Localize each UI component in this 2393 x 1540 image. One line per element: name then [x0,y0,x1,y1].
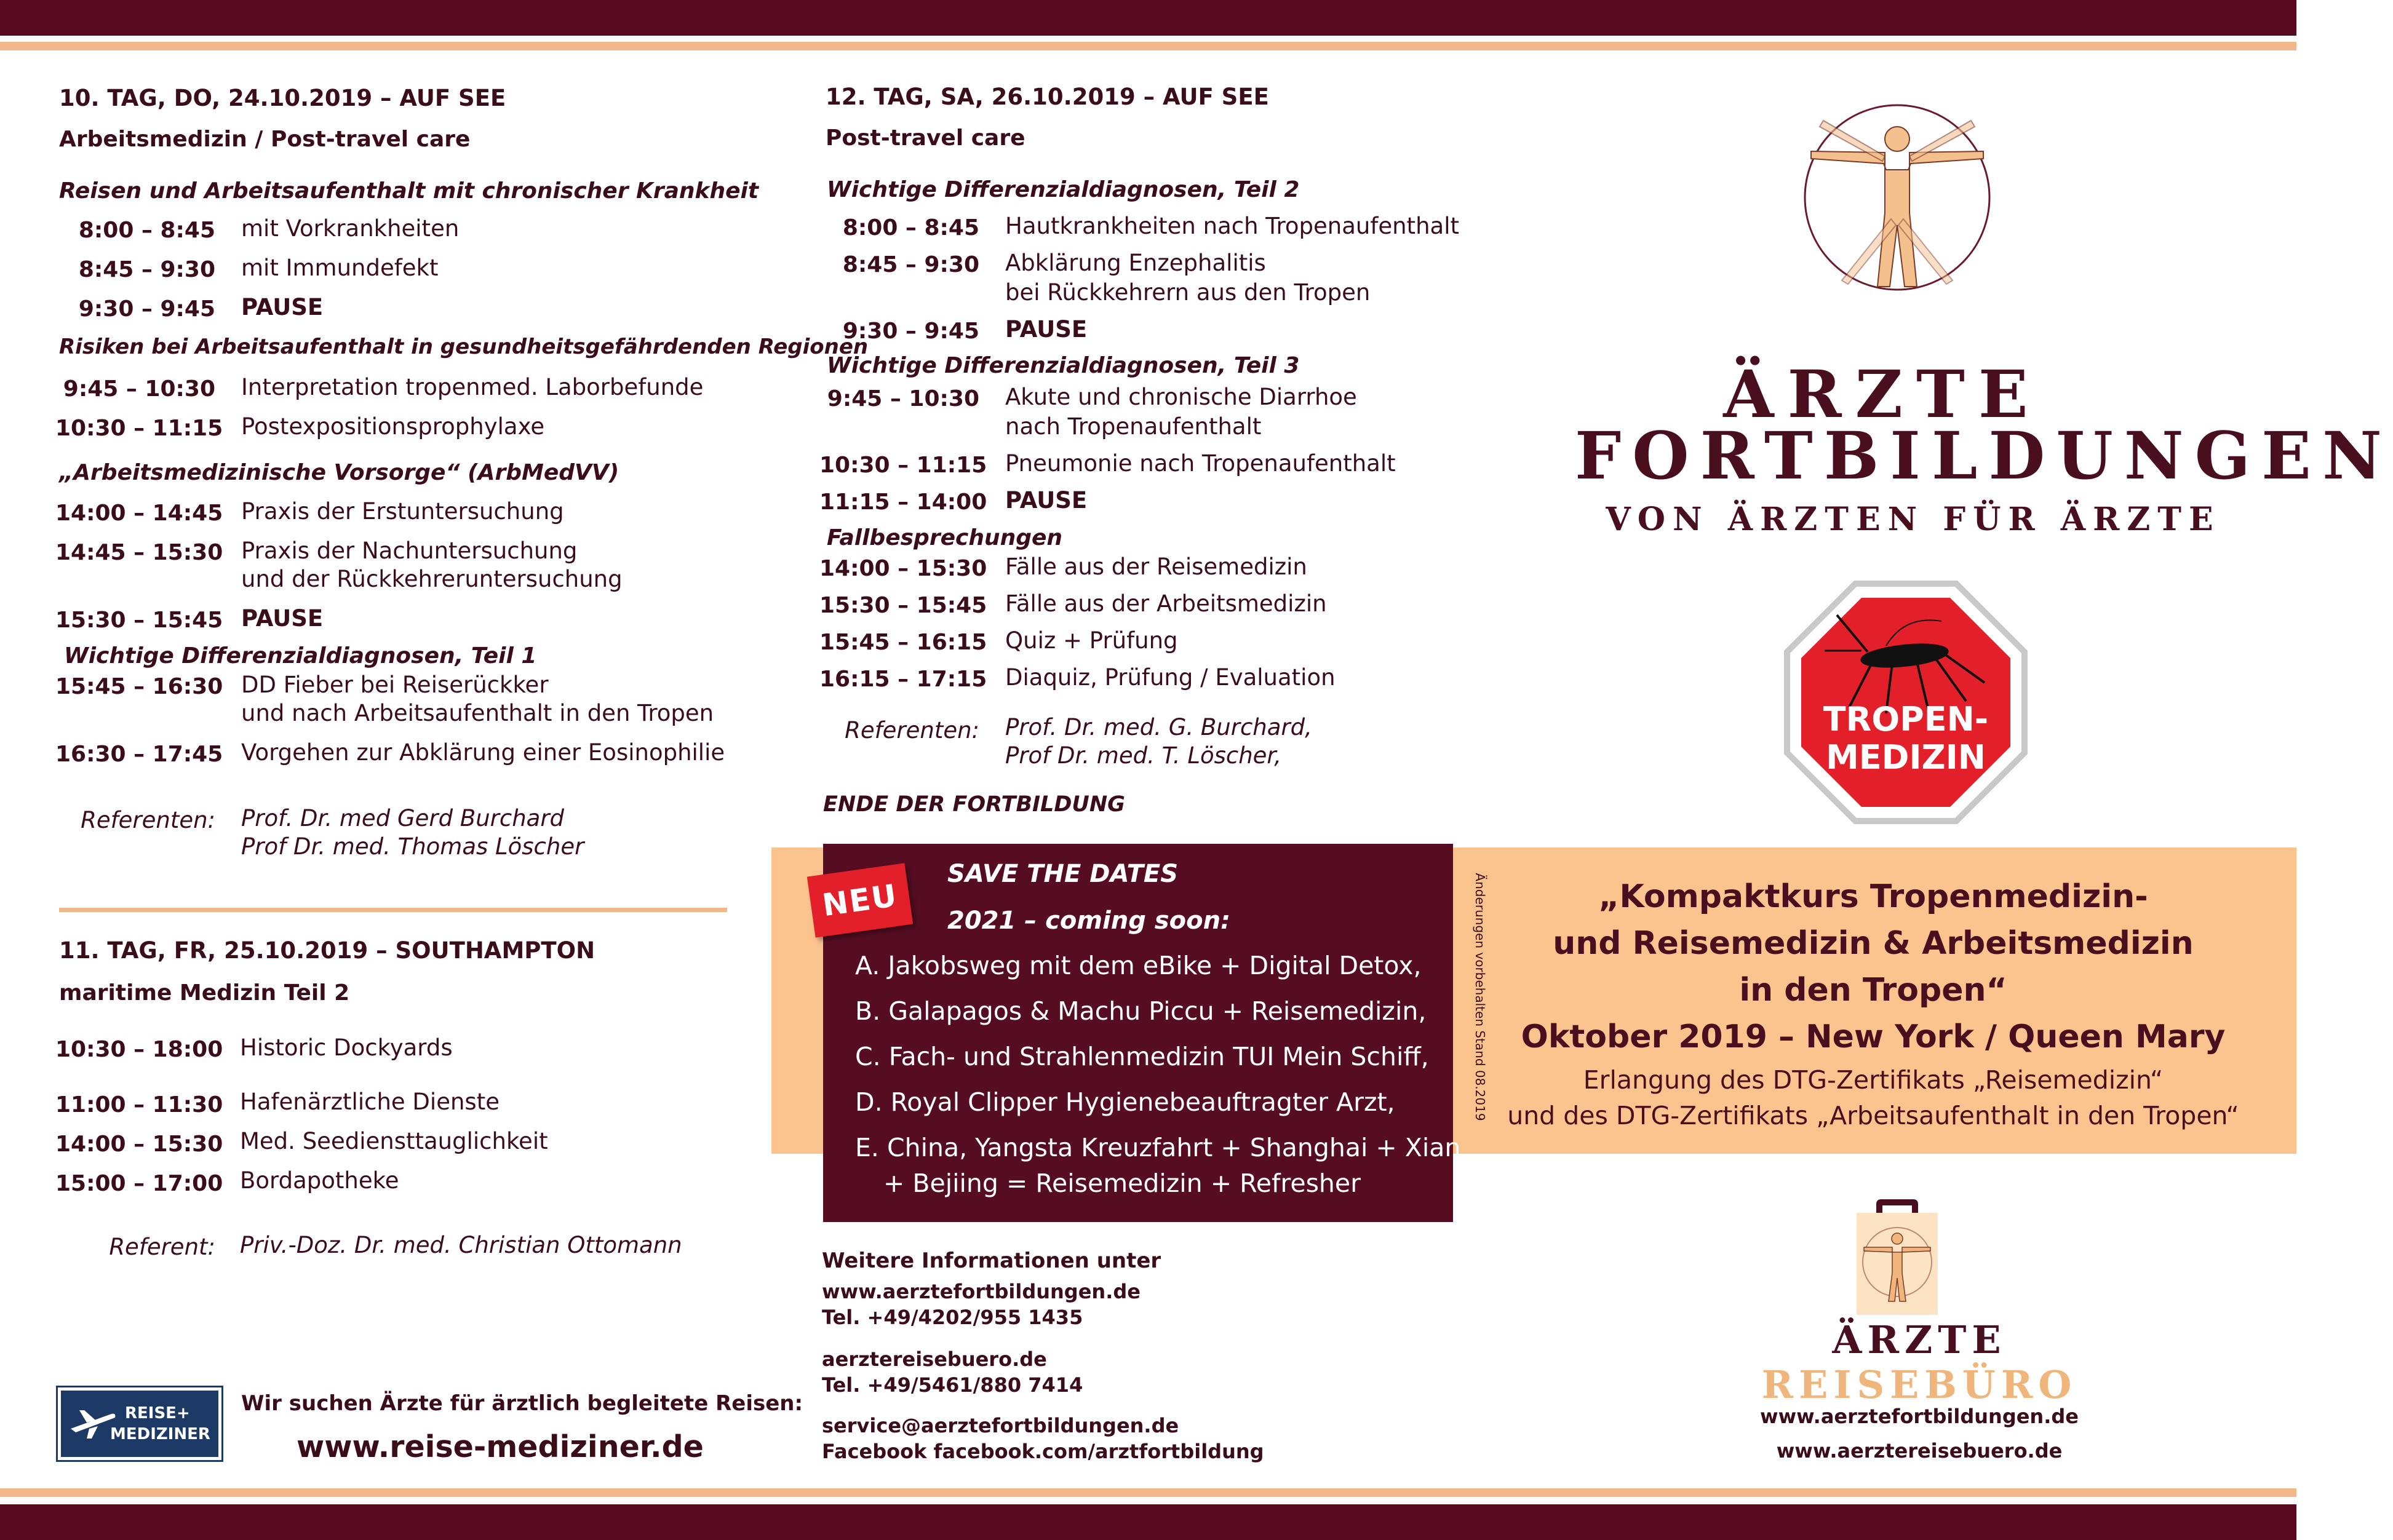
schedule-pause: PAUSE [241,294,324,320]
schedule-item: Fälle aus der Arbeitsmedizin [1005,590,1327,617]
save-the-dates-title: SAVE THE DATES [947,860,1179,888]
day10-section-title: Risiken bei Arbeitsaufenthalt in gesundheitsgefährdenden Regionen [59,335,869,359]
logo-line-2: MEDIZINER [110,1425,210,1443]
footer-url[interactable]: www.aerztefortbildungen.de [1760,1405,2079,1428]
schedule-item: Hafenärztliche Dienste [240,1089,500,1115]
info-link[interactable]: aerztereisebuero.de [822,1348,1047,1371]
sign-line-1: TROPEN- [1823,700,1989,739]
tropenmedizin-stop-sign [1782,578,2030,827]
course-title: in den Tropen“ [1739,972,2007,1009]
schedule-item: mit Immundefekt [241,255,439,281]
schedule-time: 11:15 – 14:00 [819,490,987,515]
referent-name: Prof. Dr. med Gerd Burchard [241,805,565,832]
brand-title-line1: ÄRZTE [1723,355,2042,432]
save-date-item: A. Jakobsweg mit dem eBike + Digital Detox, [855,951,1422,980]
schedule-item: und nach Arbeitsaufenthalt in den Tropen [241,700,714,726]
day12-section-title: Wichtige Differenzialdiagnosen, Teil 2 [827,177,1300,202]
info-phone: Tel. +49/4202/955 1435 [822,1306,1083,1329]
schedule-item: Hautkrankheiten nach Tropenaufenthalt [1005,213,1459,239]
schedule-item: Praxis der Nachuntersuchung [241,538,578,564]
day10-heading: 10. TAG, DO, 24.10.2019 – AUF SEE [59,85,506,111]
day11-subtitle: maritime Medizin Teil 2 [59,980,350,1006]
day12-subtitle: Post-travel care [826,125,1025,151]
day12-section-title: Fallbesprechungen [827,525,1063,550]
schedule-time: 14:00 – 15:30 [55,1132,223,1157]
schedule-time: 15:30 – 15:45 [819,593,987,618]
vitruvian-man-icon [1799,84,2002,317]
day10-section-title: „Arbeitsmedizinische Vorsorge“ (ArbMedVV) [59,460,619,485]
schedule-time: 9:30 – 9:45 [842,319,979,344]
schedule-item: Pneumonie nach Tropenaufenthalt [1005,450,1396,477]
day10-subtitle: Arbeitsmedizin / Post-travel care [59,127,471,152]
course-title: „Kompaktkurs Tropenmedizin- [1598,878,2148,915]
schedule-time: 9:45 – 10:30 [827,386,979,411]
schedule-item: Diaquiz, Prüfung / Evaluation [1005,664,1336,691]
save-date-item: D. Royal Clipper Hygienebeauftragter Arzt, [855,1087,1395,1117]
schedule-time: 15:00 – 17:00 [55,1171,223,1196]
brand-title-line2: FORTBILDUNGEN [1575,417,2393,494]
save-date-item: E. China, Yangsta Kreuzfahrt + Shanghai + Xian [855,1133,1461,1162]
recruit-text: Wir suchen Ärzte für ärztlich begleitete Reisen: [241,1391,803,1416]
course-date: Oktober 2019 – New York / Queen Mary [1521,1018,2226,1055]
schedule-time: 14:00 – 14:45 [55,501,223,526]
save-the-dates-box [823,844,1461,1222]
referenten-label: Referenten: [845,717,979,744]
schedule-time: 8:45 – 9:30 [78,257,215,282]
referent-name: Prof. Dr. med. G. Burchard, [1005,714,1312,740]
reisebuero-name-part1: ÄRZTE [1832,1317,2007,1362]
info-facebook[interactable]: Facebook facebook.com/arztfortbildung [822,1440,1264,1463]
schedule-item: Interpretation tropenmed. Laborbefunde [241,374,704,400]
schedule-time: 9:45 – 10:30 [63,376,215,402]
bottom-accent-line [0,1488,2296,1497]
reisebuero-name-part2: REISEBÜRO [1761,1362,2077,1407]
schedule-time: 8:00 – 8:45 [78,218,215,243]
schedule-pause: PAUSE [241,605,324,632]
referent-label: Referent: [109,1234,215,1260]
course-title: und Reisemedizin & Arbeitsmedizin [1553,925,2194,962]
info-link[interactable]: www.aerztefortbildungen.de [822,1280,1141,1303]
schedule-time: 8:00 – 8:45 [842,215,979,240]
schedule-item: bei Rückkehrern aus den Tropen [1005,279,1371,306]
day11-heading: 11. TAG, FR, 25.10.2019 – SOUTHAMPTON [59,937,595,964]
schedule-item: mit Vorkrankheiten [241,215,460,242]
referent-name: Prof Dr. med. Thomas Löscher [241,833,584,860]
course-cert: und des DTG-Zertifikats „Arbeitsaufenthalt in den Tropen“ [1507,1101,2239,1130]
info-phone: Tel. +49/5461/880 7414 [822,1373,1083,1397]
changes-note-text: Änderungen vorbehalten Stand 08.2019 [1473,873,1487,1121]
day12-section-title: Wichtige Differenzialdiagnosen, Teil 3 [827,353,1300,378]
info-title: Weitere Informationen unter [822,1248,1161,1273]
schedule-item: Bordapotheke [240,1167,399,1194]
referent-name: Prof Dr. med. T. Löscher, [1005,742,1281,769]
schedule-item: Historic Dockyards [240,1034,453,1061]
day10-section-title: Wichtige Differenzialdiagnosen, Teil 1 [64,643,537,669]
schedule-item: DD Fieber bei Reiserückker [241,672,549,698]
schedule-time: 16:15 – 17:15 [819,667,987,692]
new-badge-label: NEU [820,877,900,924]
schedule-time: 10:30 – 18:00 [55,1037,223,1062]
schedule-item: Akute und chronische Diarrhoe [1005,384,1357,410]
schedule-time: 14:00 – 15:30 [819,556,987,581]
schedule-pause: PAUSE [1005,316,1088,343]
course-cert: Erlangung des DTG-Zertifikats „Reisemedizin“ [1583,1065,2164,1095]
save-date-item: B. Galapagos & Machu Piccu + Reisemedizin, [855,996,1427,1026]
section-divider [59,908,727,912]
save-the-dates-subtitle: 2021 – coming soon: [947,907,1231,935]
schedule-time: 10:30 – 11:15 [819,453,987,478]
reisebuero-name [1686,1317,2153,1407]
info-email[interactable]: service@aerztefortbildungen.de [822,1414,1179,1437]
schedule-item: Praxis der Erstuntersuchung [241,498,564,525]
schedule-time: 16:30 – 17:45 [55,742,223,767]
referent-name: Priv.-Doz. Dr. med. Christian Ottomann [240,1232,682,1258]
schedule-time: 11:00 – 11:30 [55,1092,223,1117]
schedule-time: 10:30 – 11:15 [55,416,223,441]
referenten-label: Referenten: [81,807,215,833]
schedule-time: 9:30 – 9:45 [78,296,215,322]
schedule-item: Abklärung Enzephalitis [1005,250,1266,276]
top-border [0,0,2296,36]
reisebuero-logo-icon [1854,1196,1940,1319]
schedule-item: nach Tropenaufenthalt [1005,413,1262,440]
schedule-time: 15:45 – 16:15 [819,630,987,655]
schedule-time: 15:30 – 15:45 [55,608,223,633]
schedule-item: und der Rückkehreruntersuchung [241,566,623,592]
logo-line-1: REISE+ [125,1404,190,1423]
schedule-item: Quiz + Prüfung [1005,627,1178,654]
brand-tagline: VON ÄRZTEN FÜR ÄRZTE [1606,501,2221,538]
schedule-time: 15:45 – 16:30 [55,674,223,699]
schedule-item: Med. Seediensttauglichkeit [240,1128,548,1154]
end-of-course: ENDE DER FORTBILDUNG [823,792,1125,817]
schedule-time: 14:45 – 15:30 [55,540,223,565]
schedule-time: 8:45 – 9:30 [842,252,979,277]
schedule-pause: PAUSE [1005,487,1088,514]
schedule-item: Vorgehen zur Abklärung einer Eosinophilie [241,739,725,766]
footer-url[interactable]: www.aerztereisebuero.de [1776,1439,2063,1463]
save-date-item: + Bejiing = Reisemedizin + Refresher [883,1169,1361,1198]
changes-note [1468,857,1492,1137]
schedule-item: Postexpositionsprophylaxe [241,413,545,440]
sign-line-2: MEDIZIN [1826,738,1986,777]
save-date-item: C. Fach- und Strahlenmedizin TUI Mein Schiff, [855,1042,1429,1071]
top-accent-line [0,42,2296,50]
recruit-url[interactable]: www.reise-mediziner.de [297,1429,704,1464]
reise-mediziner-logo [58,1387,221,1460]
day12-heading: 12. TAG, SA, 26.10.2019 – AUF SEE [826,84,1269,110]
schedule-item: Fälle aus der Reisemedizin [1005,554,1307,580]
day10-section-title: Reisen und Arbeitsaufenthalt mit chronischer Krankheit [59,178,759,204]
bottom-border [0,1504,2296,1540]
